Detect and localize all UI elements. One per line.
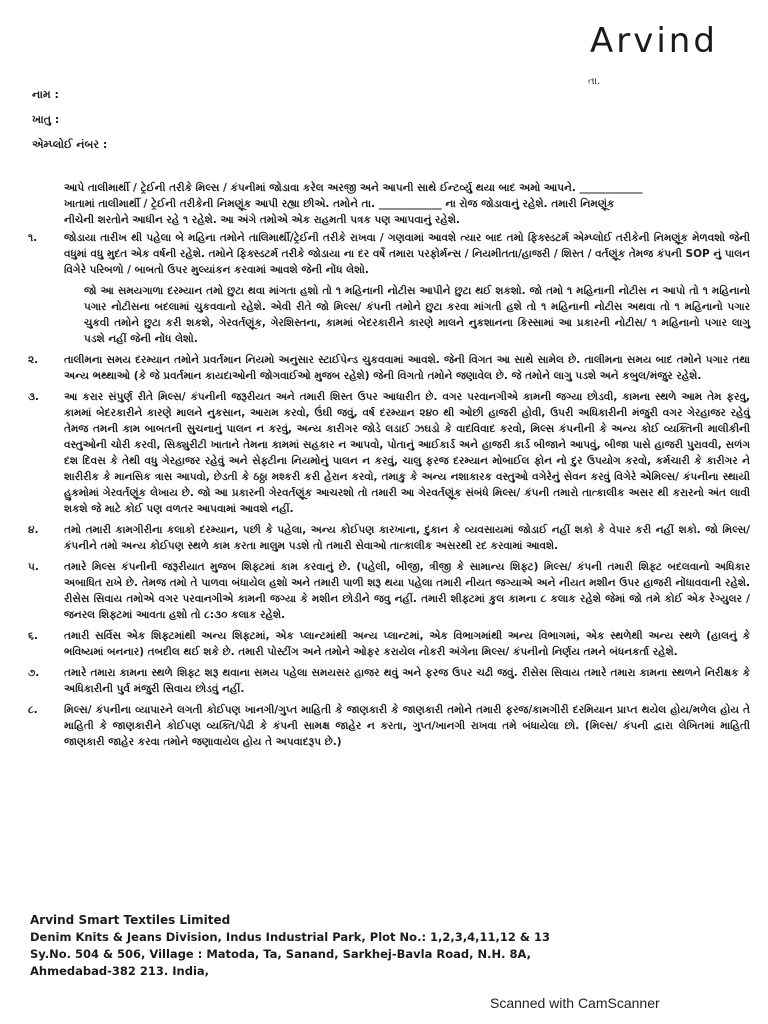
clause-number: ૭.: [28, 667, 40, 679]
field-department: ખાતુ :: [32, 113, 60, 126]
clause-7: [28, 665, 750, 697]
arvind-logo: Arvind: [590, 21, 718, 61]
clause-number: ૪.: [28, 524, 39, 536]
clause-2: [28, 352, 750, 384]
field-employee-number: એમ્પ્લોઈ નંબર :: [32, 138, 108, 151]
company-footer: [30, 912, 550, 980]
clause-5: [28, 559, 750, 623]
letter-body: [28, 180, 750, 755]
address-line: Sy.No. 504 & 506, Village : Matoda, Ta, Sanand, Sarkhej-Bavla Road, N.H. 8A,: [30, 947, 531, 961]
company-name: Arvind Smart Textiles Limited: [30, 913, 231, 927]
clause-1-notice: જો આ સમયગાળા દરમ્યાન તમો છુટા થવા માંગતા હશો તો ૧ મહિનાની નોટીસ આપીને છુટા થઈ શકશો. જો તમો ૧ મહિનાની નોટીસ ન આપો તો ૧ મહિનાનો પગાર નોટીસના બદલામાં ચુકવવાનો રહેશે. એવી રીતે જો મિલ્સ/ કંપની તમોને છુટા કરવા માંગતી હશે તો ૧ મહિનાની નોટીસ અથવા તો ૧ મહિનાનો પગાર ચુકવી તમોને છુટા કરી શકશે, ગેરવર્તણૂંક, ગેરશિસ્તના, કામમાં બેદરકારીને કારણે માલને નુકશાનના કિસ્સામાં આ પ્રકારની નોટીસ/ ૧ મહિનાનો પગાર લાગુ પડશે નહીં જેની નોંધ લેશો.: [84, 285, 750, 345]
clause-4: [28, 522, 750, 554]
clause-text: તાલીમના સમય દરમ્યાન તમોને પ્રવર્તમાન નિયમો અનુસાર સ્ટાઈપેન્ડ ચુકવવામાં આવશે. જેની વિગત આ સાથે સામેલ છે. તાલીમના સમય બાદ તમોને પગાર તથા અન્ય ભથ્થાઓ (કે જે પ્રવર્તમાન કાયદાઓની જોગવાઈઓ મુજબ રહેશે) જેની વિગતો તમોને જણાવેલ છે. જે તમોને લાગુ પડશે અને કબુલ/મંજુર રહેશે.: [64, 354, 750, 382]
clause-text: તમારે તમારા કામના સ્થળે શિફ્ટ શરૂ થવાના સમય પહેલા સમયસર હાજર થવું અને ફરજ ઉપર ચઢી જવું. રીસેસ સિવાય તમારે તમારા કામના સ્થળને નિરીક્ષક કે અધિકારીની પુર્વ મંજુરી સિવાય છોડવું નહીં.: [64, 667, 750, 695]
clause-number: ૬.: [28, 630, 38, 642]
clause-text: તમારી સર્વિસ એક શિફ્ટમાંથી અન્ય શિફ્ટમાં, એક પ્લાન્ટમાંથી અન્ય પ્લાન્ટમાં, એક વિભાગમાંથી અન્ય વિભાગમાં, એક સ્થળેથી અન્ય સ્થળે (હાલનું કે ભવિષ્યમાં બનનાર) તબદીલ થઈ શકે છે. તમારી પોસ્ટીંગ અને તમોને ઓફર કરાયેલ નોકરી અંગેના મિલ્સ/ કંપનીનો નિર્ણય તમને બંધનકર્તા રહેશે.: [64, 630, 750, 658]
clause-number: ૩.: [28, 391, 39, 403]
clause-8: [28, 702, 750, 750]
employee-fields: [32, 88, 332, 163]
clause-number: ૫.: [28, 561, 39, 573]
field-name: નામ :: [32, 88, 59, 101]
date-label: તા.: [588, 76, 601, 87]
clause-text: તમારે મિલ્સ કંપનીની જરૂરીયાત મુજબ શિફ્ટમાં કામ કરવાનું છે. (પહેલી, બીજી, ત્રીજી કે સામાન્ય શિફ્ટ) મિલ્સ/ કંપની તમારી શિફ્ટ બદલવાનો અધિકાર અબાધિત રાખે છે. તેમજ તમો તે પાળવા બંધાયેલ હશો અને તમારી પાળી શરૂ થયા પહેલા તમારી નીયત જગ્યાએ અને નીયત મશીન ઉપર હાજરી નોંધાવવાની રહેશે. રીસેસ સિવાય તમોએ વગર પરવાનગીએ કામની જગ્યા કે મશીન છોડીને જવુ નહીં. તમારી શીફ્ટમાં કુલ કામના ૮ કલાક રહેશે જેમાં જો તમે કોઈ એક રેગ્યુલર / જનરલ શિફ્ટમાં આવતા હશો તો ૮:૩૦ કલાક રહેશે.: [64, 561, 750, 621]
intro-paragraph: આપે તાલીમાર્થી / ટ્રેઈની તરીકે મિલ્સ / કંપનીમાં જોડાવા કરેલ અરજી અને આપની સાથે ઈન્ટર્વ્યુ થયા બાદ અમો આપને. ____________ ખાતામાં તાલીમાર્થી / ટ્રેઈની તરીકેની નિમણૂંક આપી રહ્યા છીએ. તમોને તા. ____________ ના રોજ જોડાવાનું રહેશે. તમારી નિમણૂંક નીચેની શરતોને આધીન રહે ૧ રહેશે. આ અંગે તમોએ એક રાહમતી પત્રક પણ આપવાનું રહેશે.: [64, 182, 643, 226]
clause-text: મિલ્સ/ કંપનીના વ્યાપારને લગતી કોઈપણ ખાનગી/ગુપ્ત માહિતી કે જાણકારી કે જાણકારી તમોને તમારી ફરજ/કામગીરી દરમિયાન પ્રાપ્ત થયેલ હોય/મળેલ હોય તે માહિતી કે જાણકારીને કોઈપણ વ્યક્તિ/પેઢી કે કંપની સામક્ષ જાહેર ન કરતા, ગુપ્ત/ખાનગી રાખવા તમે બંધાયેલા છો. (મિલ્સ/ કંપની દ્વારા લેખિતમાં માહિતી જાણકારી જાહેર કરવા તમોને જણાવાયેલ હોય તે અપવાદરૂપ છે.): [64, 704, 750, 748]
clause-number: ૧.: [28, 232, 38, 244]
clause-number: ૨.: [28, 354, 39, 366]
clause-6: [28, 628, 750, 660]
address-line: Ahmedabad-382 213. India,: [30, 964, 210, 978]
clause-3: [28, 389, 750, 517]
clause-1: [28, 230, 750, 278]
clause-text: તમો તમારી કામગીરીના કલાકો દરમ્યાન, પછી કે પહેલા, અન્ય કોઈપણ કારખાના, દુકાન કે વ્યવસાયમાં જોડાઈ નહીં શકો કે વેપાર કરી નહીં શકો. જો મિલ્સ/ કંપનીને તમો અન્ય કોઈપણ સ્થળે કામ કરતા માલુમ પડશે તો તમારી સેવાઓ તાત્કાલીક અસરથી રદ કરવામાં આવશે.: [64, 524, 750, 552]
address-line: Denim Knits & Jeans Division, Indus Industrial Park, Plot No.: 1,2,3,4,11,12 & 13: [30, 930, 550, 944]
camscanner-watermark: Scanned with CamScanner: [490, 995, 660, 1011]
clause-number: ૮.: [28, 704, 38, 716]
clause-text: જોડાયા તારીખ થી પહેલા બે મહિના તમોને તાલિમાર્થી/ટ્રેઈની તરીકે રાખવા / ગણવામાં આવશે ત્યાર બાદ તમો ફિક્સ્ડટર્મ એમ્પ્લોઈ તરીકેની નિમણૂંક મેળવશો જેની વધુમાં વધુ મુદત એક વર્ષની રહેશે. તમોને ફિક્સ્ડટર્મ તરીકે જોડાયા ના દર વર્ષે તમારા પરફોર્મન્સ / નિયમીતતા/હાજરી / શિસ્ત / વર્તણૂંક તેમજ કંપની SOP નું પાલન વિગેરે પરિબળો / બાબતો ઉપર મુલ્યાંકન કરવામાં આવશે જેની નોંધ લેશો.: [64, 232, 750, 276]
clause-text: આ કરાર સંપુર્ણ રીતે મિલ્સ/ કંપનીની જરૂરીયત અને તમારી શિસ્ત ઉપર આધારીત છે. વગર પરવાનગીએ કામની જગ્યા છોડવી, કામના સ્થળે આમ તેમ ફરવુ, કામમાં બેદરકારીને કારણે માલને નુકસાન, આરામ કરવો, ઉંઘી જવું, વર્ષ દરમ્યાન ૨૪૦ થી ઓછી હાજરી હોવી, ઉપરી અધિકારીની મંજુરી વગર ગેરહાજર રહેવું તેમજ તમની કામ બાબતની સુચનાનું પાલન ન કરવું, અન્ય કારીગર જોડે લડાઈ ઝઘડો કે વાદવિવાદ કરવો, મિલ્સ કંપનીની કે અન્ય કોઈ વ્યક્તિની માલીકીની વસ્તુઓની ચોરી કરવી, સિક્યુરીટી ખાતાને તેમના કામમાં સહકાર ન આપવો, પોતાનું આઈકાર્ડ અને હાજરી કાર્ડ બીજાને આપવું, બીજા પાસે હાજરી પુરાવવી, સળંગ દશ દિવસ કે તેથી વધુ ગેરહાજર રહેવું અને સેફ્ટીના નિયમોનું પાલન ન કરવું, ચાલુ ફરજ દરમ્યાન મોબાઈલ ફોન નો દુર ઉપયોગ કરવો, કર્મચારી કે કારીગર ને શારીરીક કે માનસિક ત્રાસ આપવો, છેડતી કે ઠઠ્ઠા મશ્કરી કરી હેરાન કરવો, તમાકુ કે અન્ય નશાકારક વસ્તુઓ વગેરેનું સેવન કરવું વિગેરે એમિલ્સ/ કંપનીના સ્થાયી હુકમોમાં ગેરવર્તણૂંક લેખાય છે. જો આ પ્રકારની ગેરવર્તણૂંક આચરશો તો તમારી આ ગેરવર્તણૂંક સંબંધે મિલ્સ/ કંપની તમારો તાત્કાલીક અસર થી કરારનો અંત લાવી શકશે જે માટે કોઈ પણ વળતર આપવામાં આવશે નહીં.: [64, 391, 750, 515]
